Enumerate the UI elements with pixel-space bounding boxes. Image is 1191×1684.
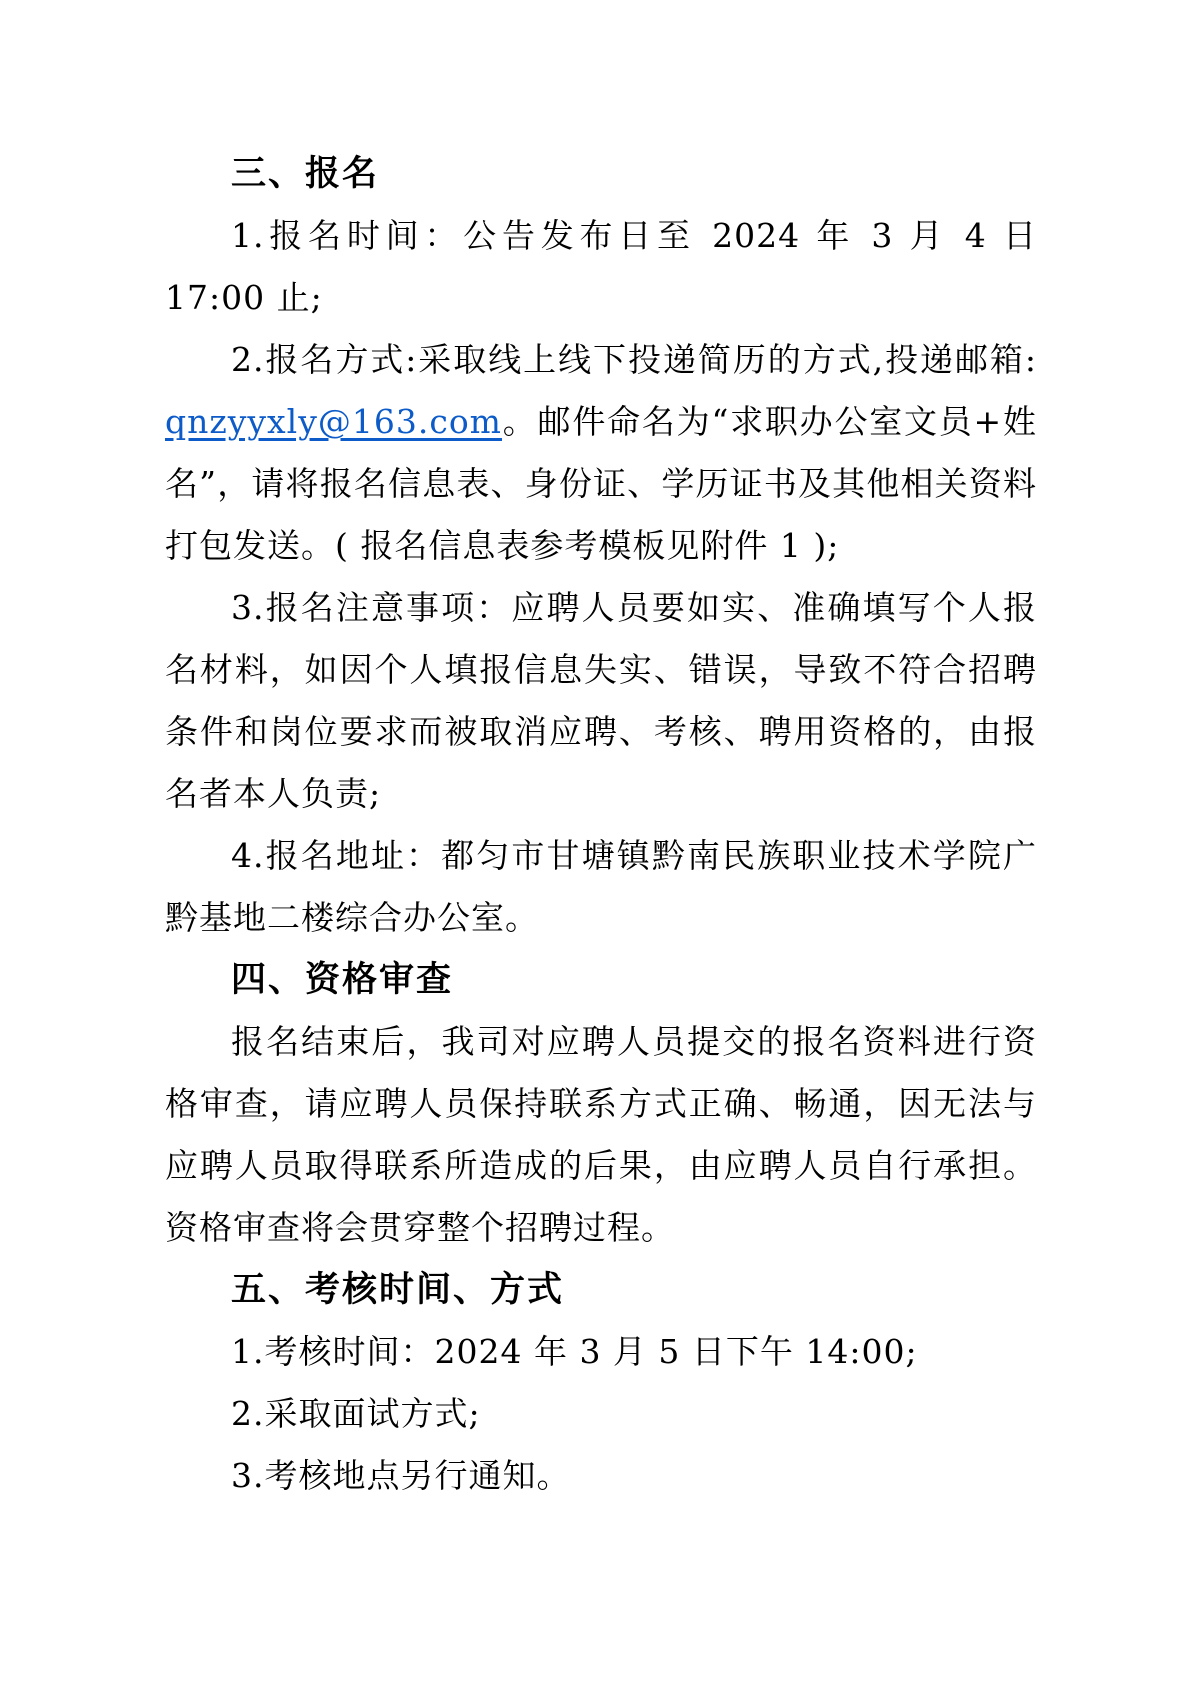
registration-method-text-post: 。邮件命名为“求职办公室文员+姓名”，请将报名信息表、身份证、学历证书及其他相关资料打包发送。( 报名信息表参考模板见附件 1 ); bbox=[165, 402, 1037, 565]
paragraph-registration-address: 4.报名地址：都匀市甘塘镇黔南民族职业技术学院广黔基地二楼综合办公室。 bbox=[165, 836, 1037, 937]
paragraph-assessment-time: 1.考核时间：2024 年 3 月 5 日下午 14:00; bbox=[231, 1332, 918, 1371]
section-heading-registration: 三、报名 bbox=[231, 154, 380, 194]
registration-method-text-pre: 2.报名方式:采取线上线下投递简历的方式,投递邮箱: bbox=[231, 340, 1037, 379]
paragraph-assessment-method: 2.采取面试方式; bbox=[231, 1394, 481, 1433]
section-heading-assessment: 五、考核时间、方式 bbox=[231, 1270, 565, 1310]
paragraph-registration-method bbox=[165, 329, 1037, 577]
email-link[interactable]: qnzyyxly@163.com bbox=[165, 402, 502, 441]
section-heading-qualification-review: 四、资格审查 bbox=[231, 960, 454, 1000]
paragraph-qualification-review: 报名结束后，我司对应聘人员提交的报名资料进行资格审查，请应聘人员保持联系方式正确、畅通，因无法与应聘人员取得联系所造成的后果，由应聘人员自行承担。资格审查将会贯穿整个招聘过程。 bbox=[165, 1022, 1037, 1247]
paragraph-assessment-location: 3.考核地点另行通知。 bbox=[231, 1456, 571, 1495]
paragraph-registration-time: 1.报名时间：公告发布日至 2024 年 3 月 4 日 17:00 止; bbox=[165, 216, 1037, 317]
paragraph-registration-notes: 3.报名注意事项：应聘人员要如实、准确填写个人报名材料，如因个人填报信息失实、错误，导致不符合招聘条件和岗位要求而被取消应聘、考核、聘用资格的，由报名者本人负责; bbox=[165, 588, 1037, 813]
document-content bbox=[165, 143, 1037, 1507]
